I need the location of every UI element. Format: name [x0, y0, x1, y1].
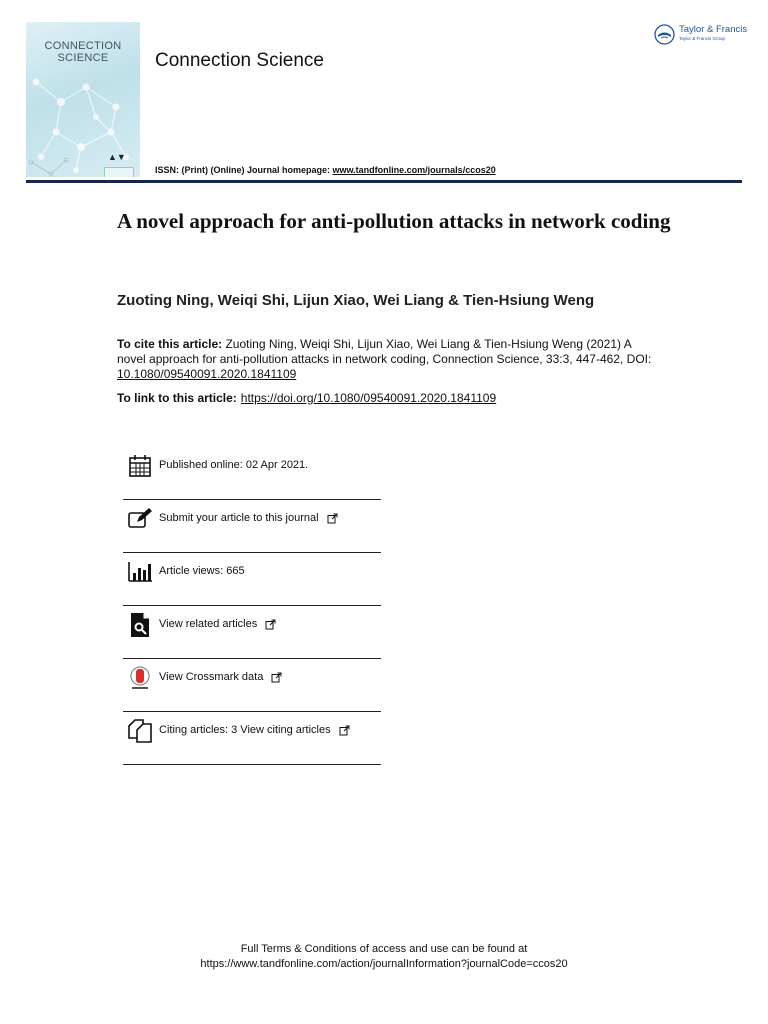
- related-articles-link[interactable]: [159, 618, 276, 630]
- cite-label: To cite this article:: [117, 337, 223, 351]
- external-link-icon: [265, 619, 276, 630]
- crossmark-icon: [127, 665, 153, 691]
- edit-icon: [127, 506, 153, 532]
- citing-articles-row[interactable]: [123, 712, 381, 765]
- publisher-mark: ▲▼: [108, 152, 126, 162]
- article-info-list: [123, 447, 381, 765]
- external-link-icon: [271, 672, 282, 683]
- terms-url[interactable]: https://www.tandfonline.com/action/journalInformation?journalCode=ccos20: [200, 958, 568, 970]
- submit-article-link[interactable]: [159, 512, 338, 524]
- cover-title: CONNECTION SCIENCE: [44, 40, 122, 64]
- publisher-logo[interactable]: [654, 22, 746, 46]
- related-articles-icon: [127, 612, 153, 638]
- journal-homepage-link[interactable]: www.tandfonline.com/journals/ccos20: [332, 165, 496, 175]
- header-rule: [26, 180, 742, 183]
- related-articles-row[interactable]: [123, 606, 381, 659]
- article-authors: Zuoting Ning, Weiqi Shi, Lijun Xiao, Wei Liang & Tien-Hsiung Weng: [117, 292, 595, 309]
- submit-article-label: Submit your article to this journal: [159, 512, 319, 524]
- crossmark-link[interactable]: [159, 671, 282, 683]
- publisher-name: Taylor & Francis: [679, 24, 748, 35]
- related-articles-label: View related articles: [159, 618, 258, 630]
- bar-chart-icon: [127, 559, 153, 585]
- link-line: [117, 391, 496, 405]
- citing-articles-icon: [127, 718, 153, 744]
- journal-cover-image: [26, 22, 140, 177]
- published-label: Published online: 02 Apr 2021.: [159, 459, 309, 471]
- doi-link[interactable]: 10.1080/09540091.2020.1841109: [117, 367, 297, 381]
- article-title: A novel approach for anti-pollution attacks in network coding: [117, 209, 671, 233]
- citing-articles-label: Citing articles: 3 View citing articles: [159, 724, 331, 736]
- taylor-francis-icon: [654, 24, 675, 45]
- submit-article-row[interactable]: [123, 500, 381, 553]
- crossmark-row[interactable]: [123, 659, 381, 712]
- publisher-tag: [104, 167, 134, 177]
- issn-text: ISSN: (Print) (Online) Journal homepage:: [155, 165, 333, 175]
- article-views-label: Article views: 665: [159, 565, 245, 577]
- external-link-icon: [339, 725, 350, 736]
- article-doi-url-link[interactable]: https://doi.org/10.1080/09540091.2020.1841109: [240, 391, 497, 405]
- publisher-group: Taylor & Francis Group: [679, 36, 726, 41]
- citation-block: [117, 337, 662, 382]
- citing-articles-link[interactable]: [159, 724, 350, 736]
- article-views-row: [123, 553, 381, 606]
- issn-line: [155, 165, 496, 175]
- link-label: To link to this article:: [117, 391, 237, 405]
- journal-title: Connection Science: [155, 50, 324, 71]
- terms-line-1: Full Terms & Conditions of access and use can be found at: [240, 943, 528, 955]
- calendar-icon: [127, 453, 153, 479]
- terms-footer: [0, 942, 768, 972]
- cite-text: Zuoting Ning, Weiqi Shi, Lijun Xiao, Wei Liang & Tien-Hsiung Weng (2021) A novel approach for anti-pollution attacks in network coding, Connection Science, 33:3, 447-462, DOI:: [117, 337, 652, 366]
- external-link-icon: [327, 513, 338, 524]
- published-row: [123, 447, 381, 500]
- crossmark-label: View Crossmark data: [159, 671, 264, 683]
